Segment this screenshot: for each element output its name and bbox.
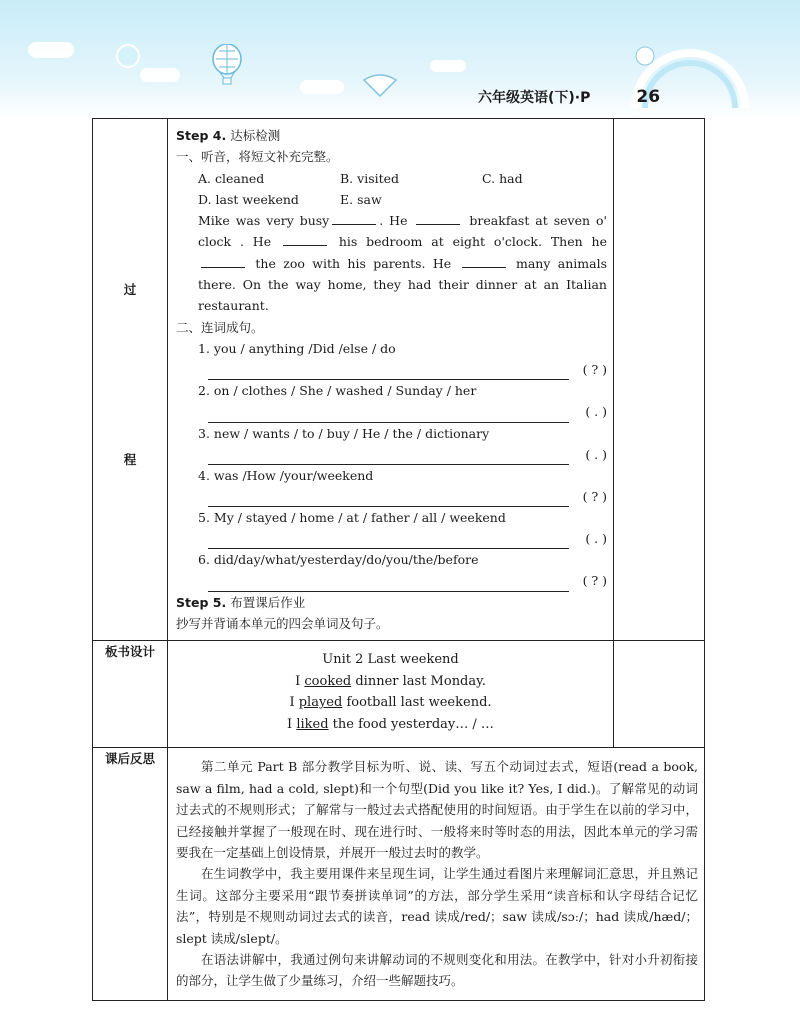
passage-text: many animals there. On the — [198, 255, 607, 293]
page-header — [478, 84, 660, 110]
reflection-label: 课后反思 — [93, 748, 168, 1000]
page-number: 26 — [636, 87, 661, 107]
passage-text: . He — [379, 213, 408, 229]
reflection-paragraph: 第二单元 Part B 部分教学目标为听、说、读、写五个动词过去式，短语(read a book, saw a film, had a cold, slept)和一个句型(Did you like it? Yes, I did.)。了解常见的动词过去式的不规则形式；了解常与一般过去式搭配使用的时间短语。由于学生在以前的学习中，已经接触并掌握了一般现在时、现在进行时、一般将来时等时态的用法，因此本单元的学习需要我在一定基础上创设情景，并展开一般过去时的教学。 — [176, 759, 698, 860]
question-punct: ( ? ) — [582, 573, 607, 589]
passage-text: clock . He — [198, 234, 272, 250]
notes-column — [614, 641, 705, 748]
answer-line[interactable] — [176, 444, 607, 465]
notes-column — [614, 119, 705, 641]
verb-underlined: cooked — [304, 673, 352, 689]
question-punct: ( . ) — [585, 404, 607, 420]
option-b: B. visited — [340, 170, 400, 186]
page-banner — [0, 0, 800, 118]
cloud-decoration — [430, 60, 466, 72]
option-e: E. saw — [340, 191, 382, 207]
reflection-content — [168, 748, 705, 1000]
question-punct: ( . ) — [585, 446, 607, 462]
board-content — [168, 641, 614, 748]
book-title: 六年级英语(下)·P — [478, 90, 591, 106]
question-text: 2. on / clothes / She / washed / Sunday / her — [198, 383, 477, 399]
options-row-2 — [176, 189, 607, 210]
passage-text: the zoo with his parents. He — [255, 255, 452, 271]
lesson-plan-table — [92, 118, 705, 1001]
passage-text: Mike was very busy — [198, 213, 330, 229]
question-text: 5. My / stayed / home / at / father / all / weekend — [198, 510, 506, 526]
answer-line[interactable] — [176, 486, 607, 507]
verb-underlined: liked — [296, 716, 329, 732]
answer-blank[interactable] — [416, 212, 460, 225]
process-content — [168, 119, 614, 641]
hot-air-balloon-icon — [210, 44, 244, 86]
question-punct: ( . ) — [585, 531, 607, 547]
answer-blank[interactable] — [332, 212, 376, 225]
cloud-decoration — [140, 68, 180, 82]
option-a: A. cleaned — [198, 170, 265, 186]
passage-text: way home, they had their dinner at an Italian restaurant. — [198, 277, 607, 314]
sun-icon — [116, 44, 140, 68]
step5-detail: 抄写并背诵本单元的四会单词及句子。 — [176, 616, 389, 632]
step5-text: 布置课后作业 — [230, 594, 306, 610]
reflection-paragraph: 在生词教学中，我主要用课件来呈现生词，让学生通过看图片来理解词汇意思，并且熟记生词。这部分主要采用“跟节奏拼读单词”的方法，部分学生采用“读音标和认字母结合记忆法”，特别是不规则动词过去式的读音，read 读成/red/；saw 读成/sɔː/；had 读成/hæd/；slept 读成/slept/。 — [176, 866, 698, 946]
answer-line[interactable] — [176, 571, 607, 592]
answer-blank[interactable] — [201, 255, 245, 268]
cloud-decoration — [28, 42, 74, 58]
cloud-decoration — [300, 80, 344, 94]
passage-text: his bedroom at eight o'clock. Then he — [338, 234, 607, 250]
kite-icon — [362, 70, 398, 98]
verb-underlined: played — [298, 695, 343, 711]
section2-title: 二、连词成句。 — [176, 319, 264, 335]
process-label-bottom: 程 — [123, 452, 137, 467]
question-text: 3. new / wants / to / buy / He / the / dictionary — [198, 425, 490, 441]
step5-title: Step 5. — [176, 594, 227, 610]
section1-title: 一、听音，将短文补充完整。 — [176, 149, 339, 165]
option-c: C. had — [482, 170, 523, 186]
board-line: I liked the food yesterday… / … — [287, 716, 494, 732]
options-row-1 — [176, 168, 607, 189]
cloze-passage — [176, 210, 607, 316]
option-d: D. last weekend — [198, 191, 299, 207]
process-label-cell — [93, 119, 168, 641]
board-line: I played football last weekend. — [289, 695, 492, 711]
board-label: 板书设计 — [93, 641, 168, 748]
step4-title: Step 4. — [176, 128, 227, 143]
board-line: I cooked dinner last Monday. — [295, 673, 486, 689]
question-text: 6. did/day/what/yesterday/do/you/the/before — [198, 552, 479, 568]
answer-line[interactable] — [176, 402, 607, 423]
step4-text: 达标检测 — [230, 128, 281, 143]
process-label-top: 过 — [123, 282, 137, 297]
reflection-paragraph: 在语法讲解中，我通过例句来讲解动词的不规则变化和用法。在教学中，针对小升初衔接的部分，让学生做了少量练习，介绍一些解题技巧。 — [176, 952, 698, 989]
question-punct: ( ? ) — [582, 488, 607, 504]
answer-line[interactable] — [176, 528, 607, 549]
answer-blank[interactable] — [283, 233, 327, 246]
question-punct: ( ? ) — [582, 361, 607, 377]
question-text: 4. was /How /your/weekend — [198, 467, 374, 483]
board-title: Unit 2 Last weekend — [322, 652, 459, 668]
answer-blank[interactable] — [462, 255, 506, 268]
answer-line[interactable] — [176, 359, 607, 380]
question-text: 1. you / anything /Did /else / do — [198, 340, 396, 356]
passage-text: breakfast at seven o' — [469, 213, 607, 229]
